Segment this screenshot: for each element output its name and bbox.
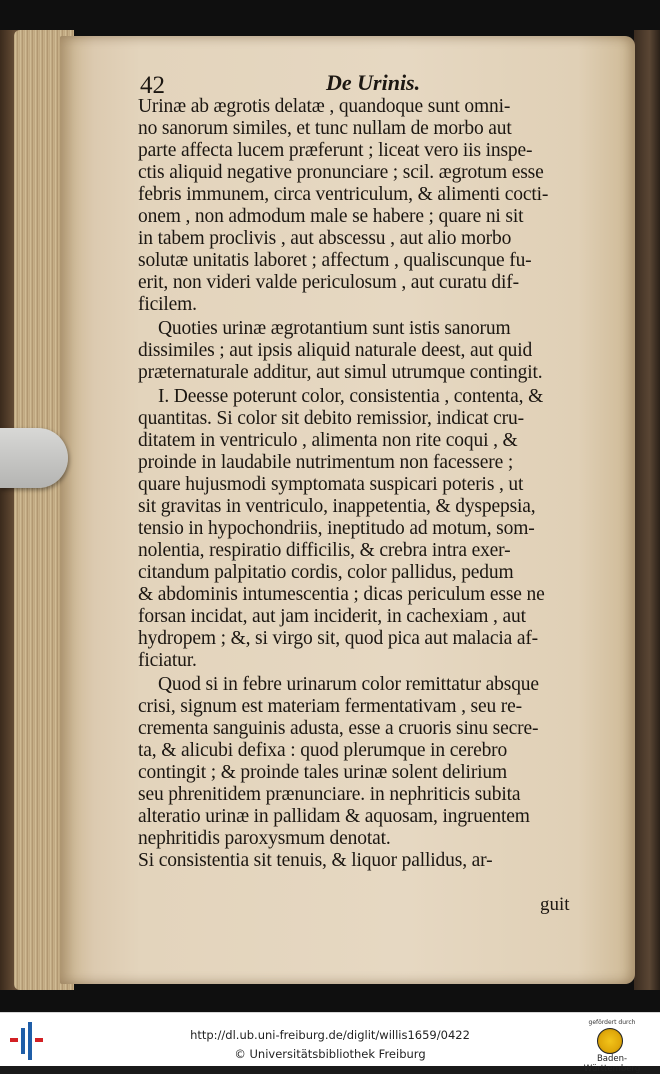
text-line: ficilem. xyxy=(138,294,197,315)
text-line: ficiatur. xyxy=(138,650,197,671)
text-line: erit, non videri valde periculosum , aut curatu dif- xyxy=(138,272,519,293)
text-line: ta, & alicubi defixa : quod plerumque in cerebro xyxy=(138,740,508,761)
text-line: præternaturale additur, aut simul utrumque contingit. xyxy=(138,362,543,383)
text-line: forsan incidat, aut jam inciderit, in cachexiam , aut xyxy=(138,606,526,627)
text-line: crementa sanguinis adusta, esse a cruoris sinu secre- xyxy=(138,718,539,739)
funded-by-label: gefördert durch xyxy=(588,1019,636,1026)
text-line: contingit ; & proinde tales urinæ solent delirium xyxy=(138,762,508,783)
text-line: quantitas. Si color sit debito remissior, indicat cru- xyxy=(138,408,524,429)
text-line: no sanorum similes, et tunc nullam de morbo aut xyxy=(138,118,512,139)
text-line: nephritidis paroxysmum denotat. xyxy=(138,828,391,849)
catchword: guit xyxy=(540,894,570,915)
text-line: nolentia, respiratio difficilis, & crebra intra exer- xyxy=(138,540,511,561)
text-line: parte affecta lucem præferunt ; liceat vero iis inspe- xyxy=(138,140,533,161)
text-line: citandum palpitatio cordis, color pallidus, pedum xyxy=(138,562,514,583)
text-line: Si consistentia sit tenuis, & liquor pallidus, ar- xyxy=(138,850,493,871)
text-line: Quod si in febre urinarum color remittatur absque xyxy=(158,674,539,695)
text-line: I. Deesse poterunt color, consistentia , contenta, & xyxy=(158,386,544,407)
permalink-url[interactable]: http://dl.ub.uni-freiburg.de/diglit/willis1659/0422 xyxy=(190,1028,470,1042)
text-line: in tabem proclivis , aut abscessu , aut alio morbo xyxy=(138,228,512,249)
text-line: Urinæ ab ægrotis delatæ , quandoque sunt omni- xyxy=(138,96,511,117)
text-line: onem , non admodum male se habere ; quare ni sit xyxy=(138,206,524,227)
funder-name: Baden-Württemberg xyxy=(583,1054,641,1074)
text-line: alteratio urinæ in pallidam & aquosam, ingruentem xyxy=(138,806,530,827)
text-line: hydropem ; &, si virgo sit, quod pica aut malacia af- xyxy=(138,628,539,649)
text-line: ditatem in ventriculo , alimenta non rite coqui , & xyxy=(138,430,518,451)
text-line: proinde in laudabile nutrimentum non facessere ; xyxy=(138,452,514,473)
baden-wuerttemberg-seal-icon xyxy=(597,1028,623,1054)
text-line: dissimiles ; aut ipsis aliquid naturale deest, aut quid xyxy=(138,340,533,361)
running-head: De Urinis. xyxy=(326,70,421,95)
text-line: quare hujusmodi symptomata suspicari poteris , ut xyxy=(138,474,524,495)
text-line: sit gravitas in ventriculo, inappetentia, & dyspepsia, xyxy=(138,496,536,517)
text-line: Quoties urinæ ægrotantium sunt istis sanorum xyxy=(158,318,511,339)
text-line: tensio in hypochondriis, ineptitudo ad motum, som- xyxy=(138,518,535,539)
text-line: solutæ unitatis laboret ; affectum , qualiscunque fu- xyxy=(138,250,532,271)
page-number: 42 xyxy=(140,72,165,99)
text-line: seu phrenitidem prænunciare. in nephriticis subita xyxy=(138,784,521,805)
text-line: & abdominis intumescentia ; dicas periculum esse ne xyxy=(138,584,545,605)
text-line: crisi, signum est materiam fermentativam , seu re- xyxy=(138,696,522,717)
copyright-notice: © Universitätsbibliothek Freiburg xyxy=(234,1047,426,1061)
text-line: febris immunem, circa ventriculum, & alimenti cocti- xyxy=(138,184,549,205)
text-line: ctis aliquid negative pronunciare ; scil. ægrotum esse xyxy=(138,162,544,183)
